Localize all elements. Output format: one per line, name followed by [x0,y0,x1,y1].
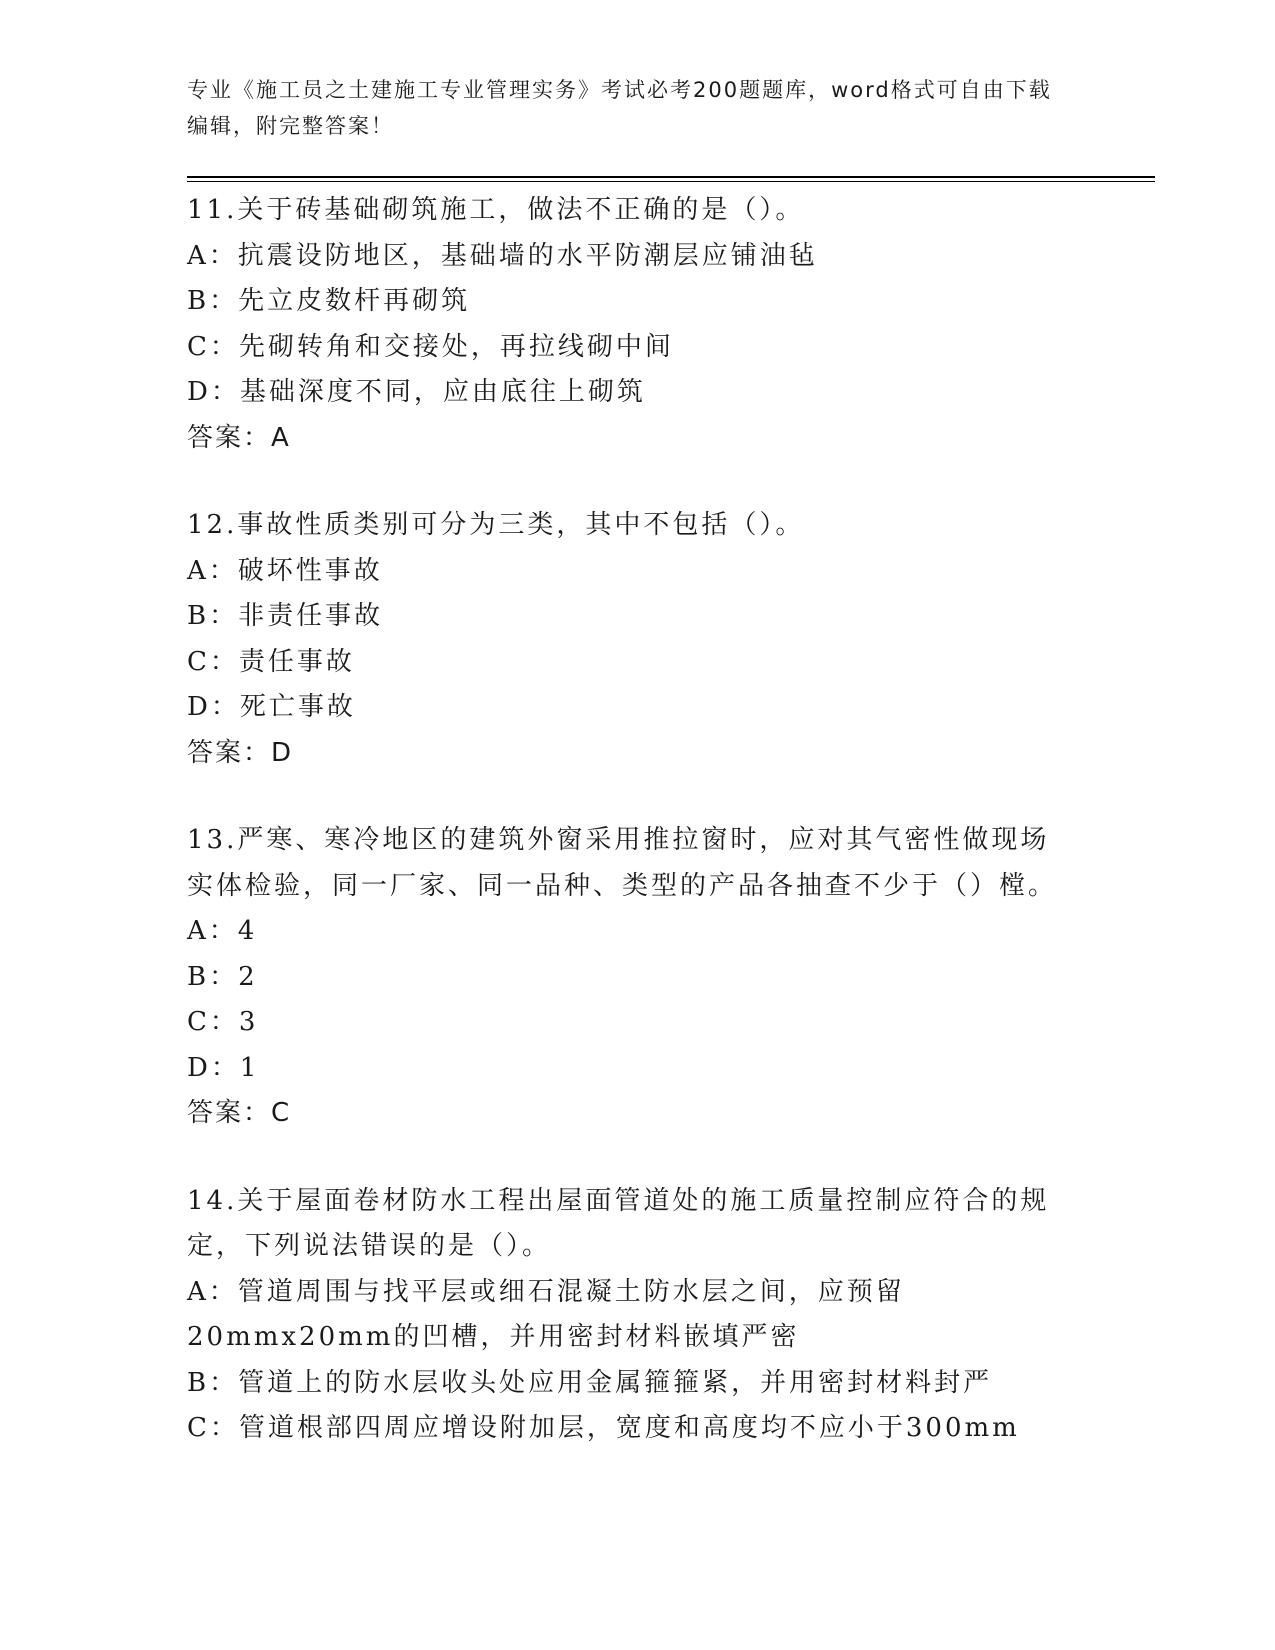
question-list [187,188,1067,1494]
option-a: A：管道周围与找平层或细石混凝土防水层之间，应预留20mmx20mm的凹槽，并用密封材料嵌填严密 [187,1276,905,1352]
option-b: B：2 [187,961,258,992]
answer-label: 答案：C [187,1098,292,1128]
header-divider-thick [187,176,1155,178]
option-b: B：管道上的防水层收头处应用金属箍箍紧，并用密封材料封严 [187,1367,993,1398]
option-b: B：先立皮数杆再砌筑 [187,286,471,316]
question-stem: 13.严寒、寒冷地区的建筑外窗采用推拉窗时，应对其气密性做现场实体检验，同一厂家、同一品种、类型的产品各抽查不少于（）樘。 [187,825,1058,901]
question-stem: 12.事故性质类别可分为三类，其中不包括（）。 [187,510,805,540]
option-a: A：破坏性事故 [187,555,383,586]
option-d: D：1 [187,1052,260,1083]
question-11 [187,188,1067,461]
question-14 [187,1179,1067,1452]
question-stem: 11.关于砖基础砌筑施工，做法不正确的是（）。 [187,195,805,225]
question-12 [187,503,1067,776]
option-b: B：非责任事故 [187,601,384,631]
header-divider-thin [187,181,1155,182]
question-stem: 14.关于屋面卷材防水工程出屋面管道处的施工质量控制应符合的规定，下列说法错误的是（）。 [187,1185,1050,1261]
question-13 [187,818,1067,1137]
option-c: C：责任事故 [187,646,355,677]
option-c: C：先砌转角和交接处，再拉线砌中间 [187,331,674,362]
document-header: 专业《施工员之土建施工专业管理实务》考试必考200题题库，word格式可自由下载编辑，附完整答案！ [187,78,1052,138]
option-a: A：4 [187,916,258,946]
option-d: D：死亡事故 [187,692,356,722]
option-a: A：抗震设防地区，基础墙的水平防潮层应铺油毡 [187,240,818,271]
option-d: D：基础深度不同，应由底往上砌筑 [187,377,646,407]
answer-label: 答案：A [187,422,291,453]
option-c: C：管道根部四周应增设附加层，宽度和高度均不应小于300mm [187,1413,1020,1443]
answer-label: 答案：D [187,737,294,768]
option-c: C：3 [187,1007,259,1037]
